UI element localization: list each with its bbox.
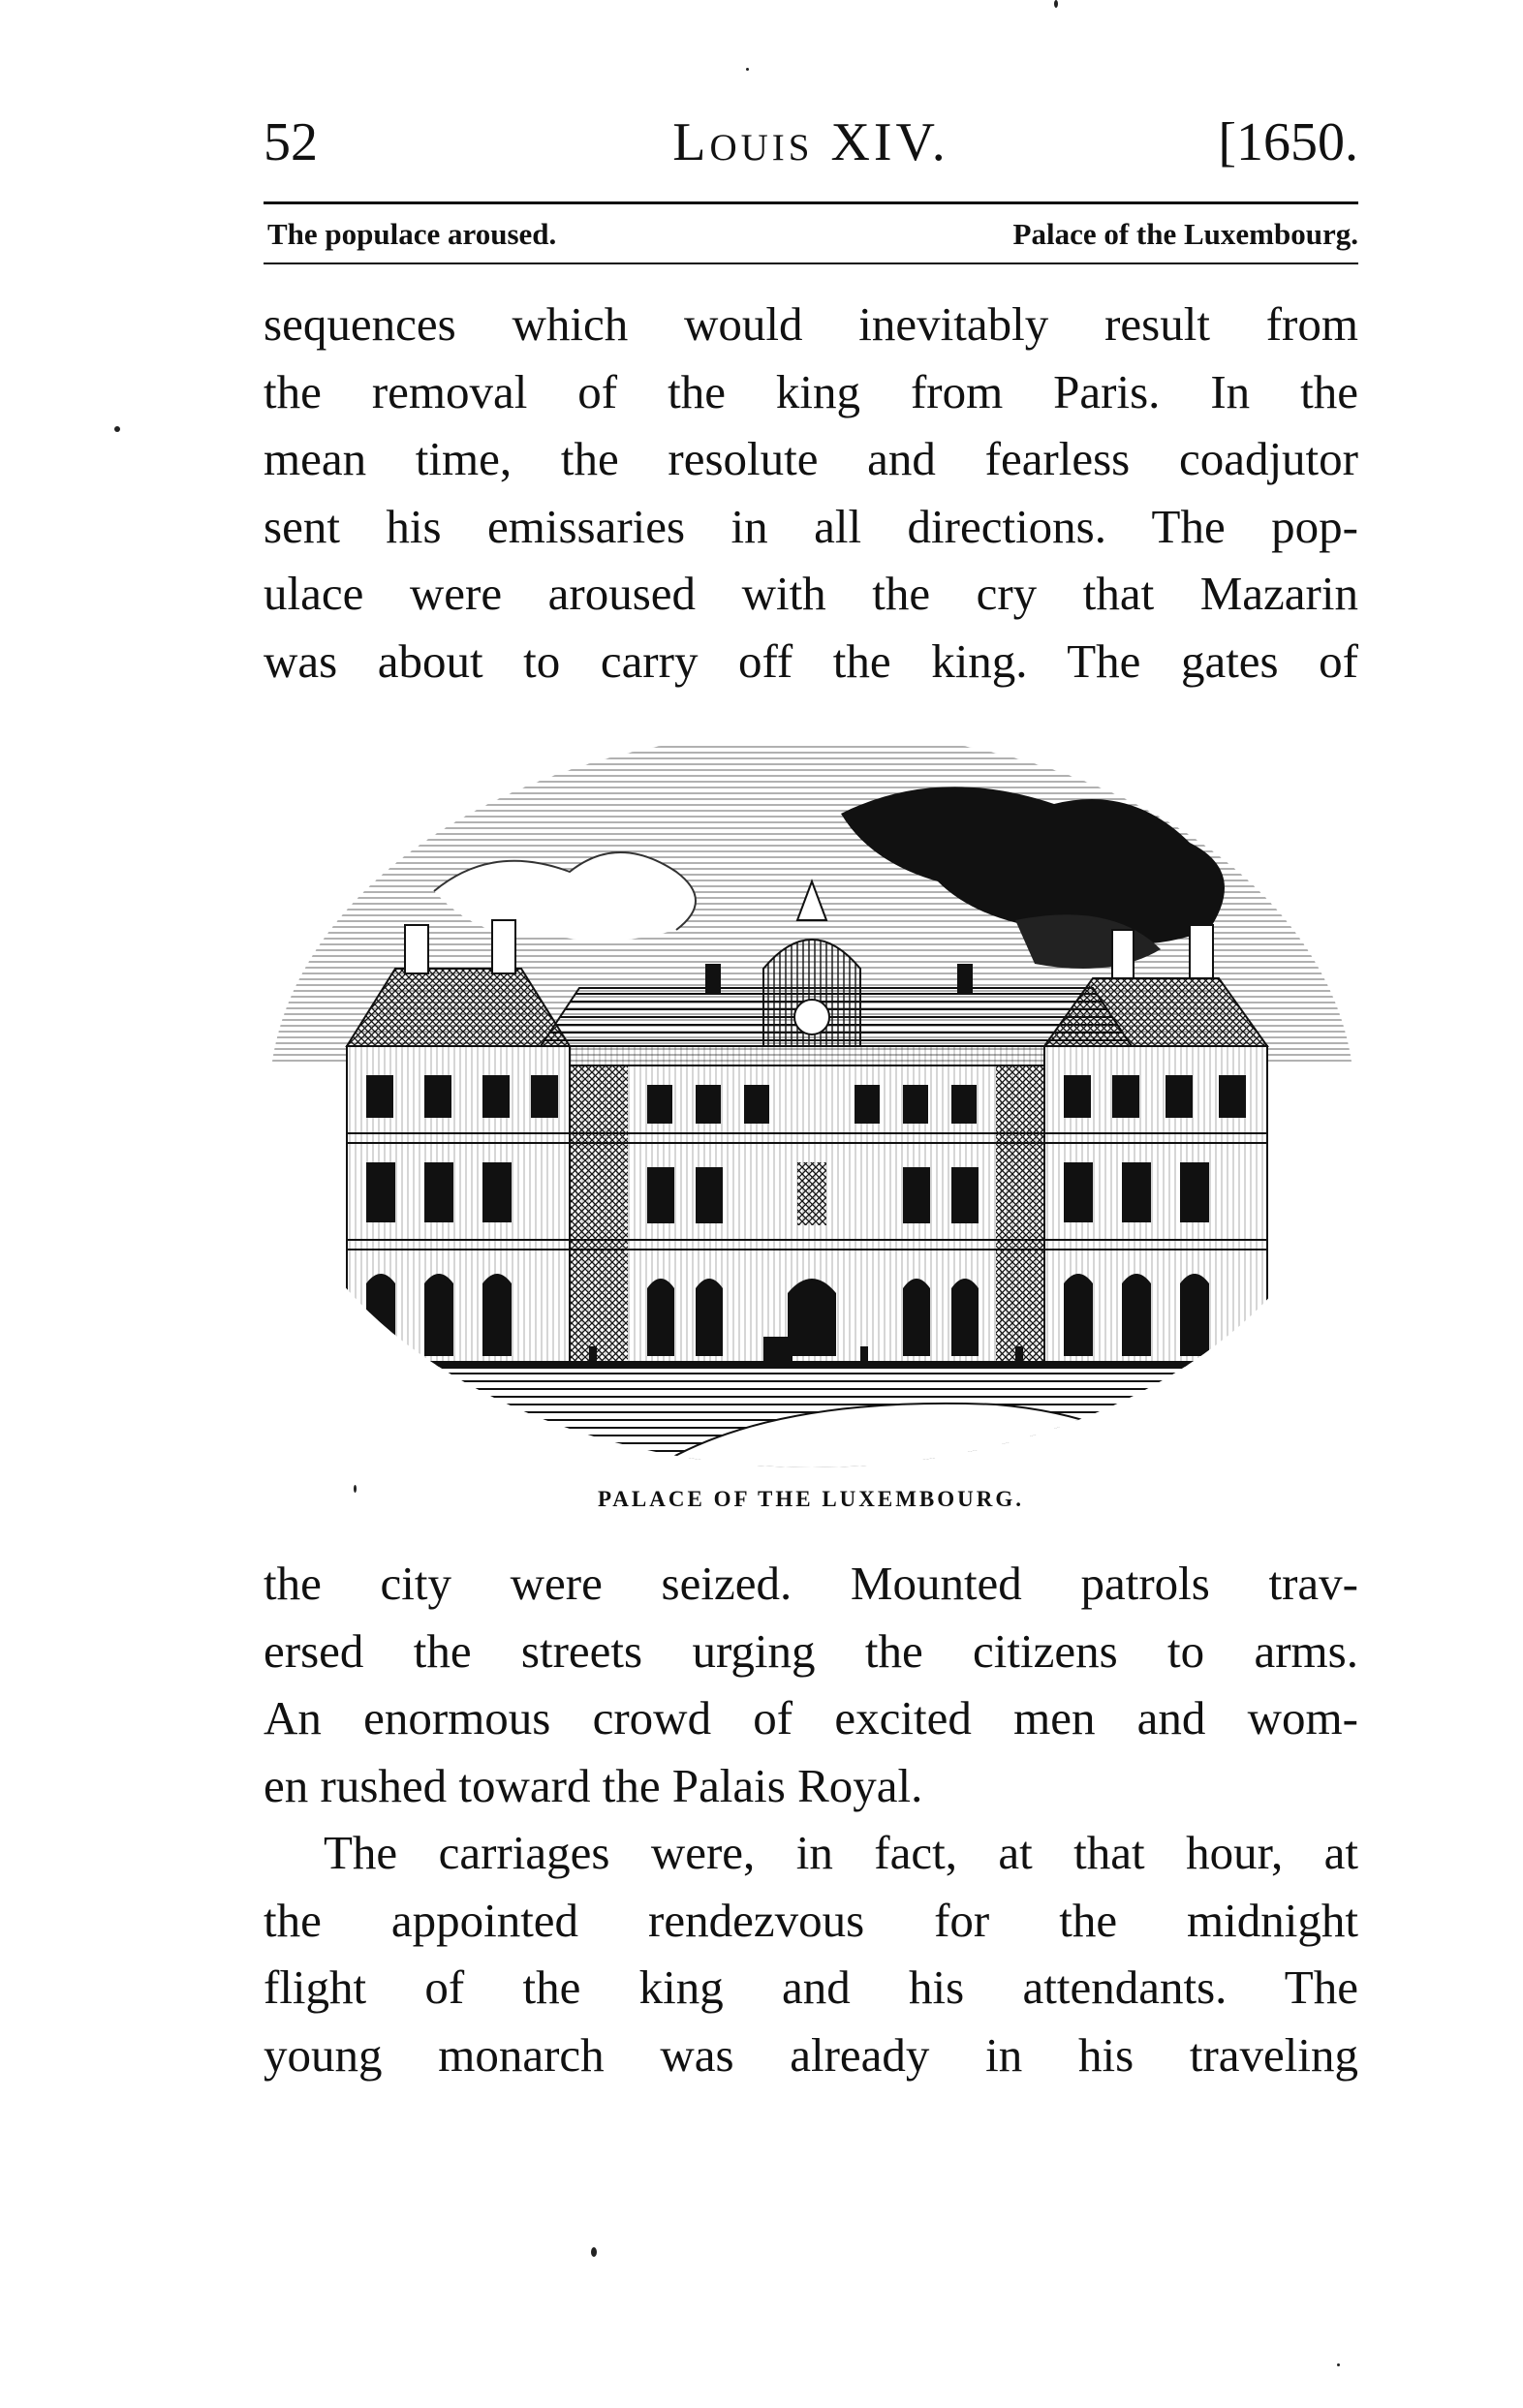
palace-engraving: [260, 726, 1364, 1472]
page-number: 52: [264, 112, 318, 172]
text-line: en rushed toward the Palais Royal.: [264, 1758, 923, 1812]
side-note-right: Palace of the Luxembourg.: [1012, 217, 1358, 251]
text-line: flight of the king and his attendants. The: [264, 1960, 1358, 2014]
text-line: the removal of the king from Paris. In the: [264, 364, 1358, 418]
paragraph-1: [264, 291, 1358, 695]
text-line: The carriages were, in fact, at that hour, at: [324, 1826, 1358, 1879]
text-line: An enormous crowd of excited men and wom-: [264, 1691, 1358, 1744]
illustration-caption: PALACE OF THE LUXEMBOURG.: [597, 1487, 1025, 1511]
header-rule-top: [264, 201, 1358, 204]
text-line: the city were seized. Mounted patrols trav-: [264, 1557, 1358, 1610]
print-speck: [1054, 0, 1058, 8]
text-line: sent his emissaries in all directions. The pop-: [264, 499, 1358, 553]
text-line: was about to carry off the king. The gates of: [264, 633, 1358, 688]
text-line: mean time, the resolute and fearless coadjutor: [264, 432, 1358, 485]
text-line: ersed the streets urging the citizens to arms.: [264, 1623, 1358, 1678]
header-rule-bottom: [264, 262, 1358, 264]
print-speck: [354, 1485, 357, 1493]
print-speck: [114, 426, 120, 432]
text-line: ulace were aroused with the cry that Mazarin: [264, 567, 1358, 620]
running-title: Louis XIV.: [672, 112, 949, 172]
text-line: sequences which would inevitably result from: [264, 297, 1358, 351]
text-line: young monarch was already in his traveling: [264, 2027, 1358, 2082]
text-line: the appointed rendezvous for the midnight: [264, 1893, 1358, 1947]
side-notes: [264, 213, 1358, 256]
paragraph-2: [264, 1550, 1358, 2088]
running-head: [264, 108, 1358, 176]
print-speck: [591, 2247, 597, 2257]
print-speck: [746, 68, 749, 71]
running-year: [1650.: [1218, 112, 1358, 172]
print-speck: [1337, 2363, 1340, 2366]
side-note-left: The populace aroused.: [267, 217, 557, 251]
